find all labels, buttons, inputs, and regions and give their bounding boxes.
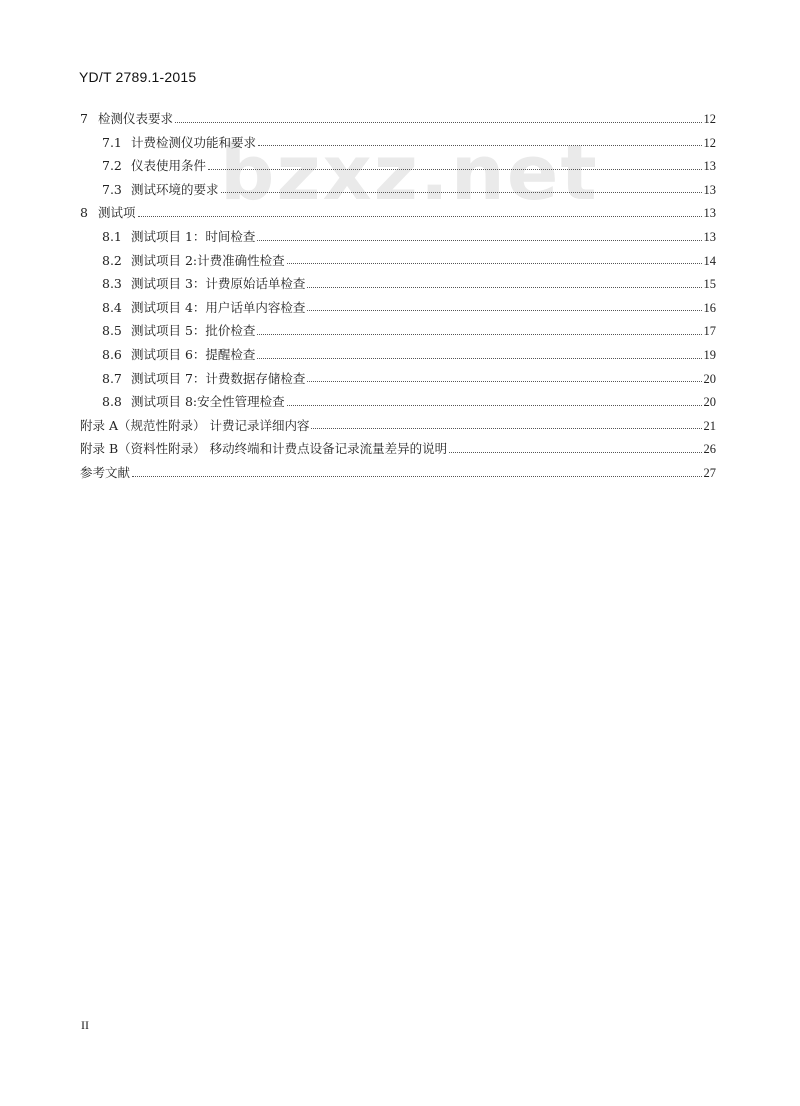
toc-leader-dots: [132, 476, 701, 477]
toc-entry-page: 13: [703, 159, 716, 174]
toc-entry[interactable]: [80, 173, 716, 197]
toc-entry[interactable]: [80, 126, 716, 150]
toc-entry-number: 8: [80, 205, 88, 221]
toc-entry-page: 16: [703, 300, 716, 315]
toc-entry[interactable]: [80, 196, 716, 220]
toc-entry-number: 7: [80, 111, 88, 127]
table-of-contents: [80, 102, 716, 480]
toc-leader-dots: [138, 216, 702, 217]
toc-entry-number: 8.7: [102, 370, 122, 386]
toc-entry-title: 测试项目 5：批价检查: [131, 323, 256, 339]
toc-entry-page: 15: [703, 277, 716, 292]
toc-entry[interactable]: [80, 267, 716, 291]
toc-entry-title: 测试项: [98, 205, 136, 221]
toc-entry-title: 仪表使用条件: [131, 158, 207, 174]
toc-entry[interactable]: [80, 244, 716, 268]
toc-entry-page: 20: [703, 395, 716, 410]
toc-leader-dots: [258, 145, 701, 146]
toc-entry-title: 测试项目 1：时间检查: [131, 229, 256, 245]
toc-entry-page: 12: [703, 112, 716, 127]
toc-entry[interactable]: [80, 149, 716, 173]
toc-entry-page: 19: [703, 348, 716, 363]
page-number: II: [81, 1018, 89, 1032]
toc-entry-number: 8.8: [102, 394, 122, 410]
toc-entry-page: 26: [703, 442, 716, 457]
toc-entry-page: 13: [703, 206, 716, 221]
toc-leader-dots: [287, 405, 702, 406]
toc-entry-title: 参考文献: [80, 465, 131, 480]
toc-leader-dots: [307, 287, 701, 288]
toc-entry-page: 27: [703, 466, 716, 480]
toc-entry[interactable]: [80, 456, 716, 480]
toc-entry-title: 测试项目 4：用户话单内容检查: [131, 299, 306, 315]
toc-entry-page: 20: [703, 371, 716, 386]
toc-leader-dots: [311, 428, 701, 429]
toc-entry[interactable]: [80, 432, 716, 456]
toc-entry-page: 14: [703, 253, 716, 268]
toc-entry-title: 计费检测仪功能和要求: [131, 134, 257, 150]
watermark: bzxz.net: [220, 128, 599, 217]
toc-leader-dots: [307, 310, 701, 311]
toc-entry[interactable]: [80, 409, 716, 433]
toc-leader-dots: [257, 358, 701, 359]
toc-entry-page: 12: [703, 135, 716, 150]
toc-entry-number: 7.1: [102, 134, 122, 150]
toc-leader-dots: [175, 122, 701, 123]
toc-entry-title: 测试环境的要求: [131, 181, 219, 197]
toc-entry-title: 测试项目 3：计费原始话单检查: [131, 276, 306, 292]
toc-entry-number: 7.3: [102, 181, 122, 197]
toc-entry[interactable]: [80, 314, 716, 338]
toc-entry-title: 附录 B（资料性附录） 移动终端和计费点设备记录流量差异的说明: [80, 441, 448, 457]
toc-entry[interactable]: [80, 338, 716, 362]
toc-entry-page: 17: [703, 324, 716, 339]
toc-entry-page: 13: [703, 230, 716, 245]
toc-entry-page: 13: [703, 182, 716, 197]
toc-leader-dots: [257, 334, 701, 335]
toc-entry-title: 测试项目 6：提醒检查: [131, 347, 256, 363]
toc-entry[interactable]: [80, 220, 716, 244]
document-code: YD/T 2789.1-2015: [79, 69, 197, 85]
toc-entry-number: 8.6: [102, 347, 122, 363]
toc-leader-dots: [208, 169, 701, 170]
toc-entry-number: 8.3: [102, 276, 122, 292]
toc-entry[interactable]: [80, 385, 716, 409]
toc-entry-title: 检测仪表要求: [98, 111, 174, 127]
toc-leader-dots: [257, 240, 701, 241]
toc-entry-title: 测试项目 8:安全性管理检查: [131, 394, 285, 410]
toc-entry[interactable]: [80, 362, 716, 386]
toc-entry-title: 附录 A（规范性附录） 计费记录详细内容: [80, 417, 310, 433]
toc-entry-page: 21: [703, 418, 716, 433]
toc-leader-dots: [449, 452, 701, 453]
toc-entry-title: 测试项目 2:计费准确性检查: [131, 252, 285, 268]
toc-entry-number: 8.2: [102, 252, 122, 268]
toc-entry-number: 8.5: [102, 323, 122, 339]
toc-leader-dots: [287, 263, 702, 264]
toc-leader-dots: [221, 192, 702, 193]
toc-leader-dots: [307, 381, 701, 382]
toc-entry-number: 8.4: [102, 299, 122, 315]
toc-entry-number: 8.1: [102, 229, 122, 245]
toc-entry-title: 测试项目 7：计费数据存储检查: [131, 370, 306, 386]
toc-entry-number: 7.2: [102, 158, 122, 174]
toc-entry[interactable]: [80, 291, 716, 315]
toc-entry[interactable]: [80, 102, 716, 126]
